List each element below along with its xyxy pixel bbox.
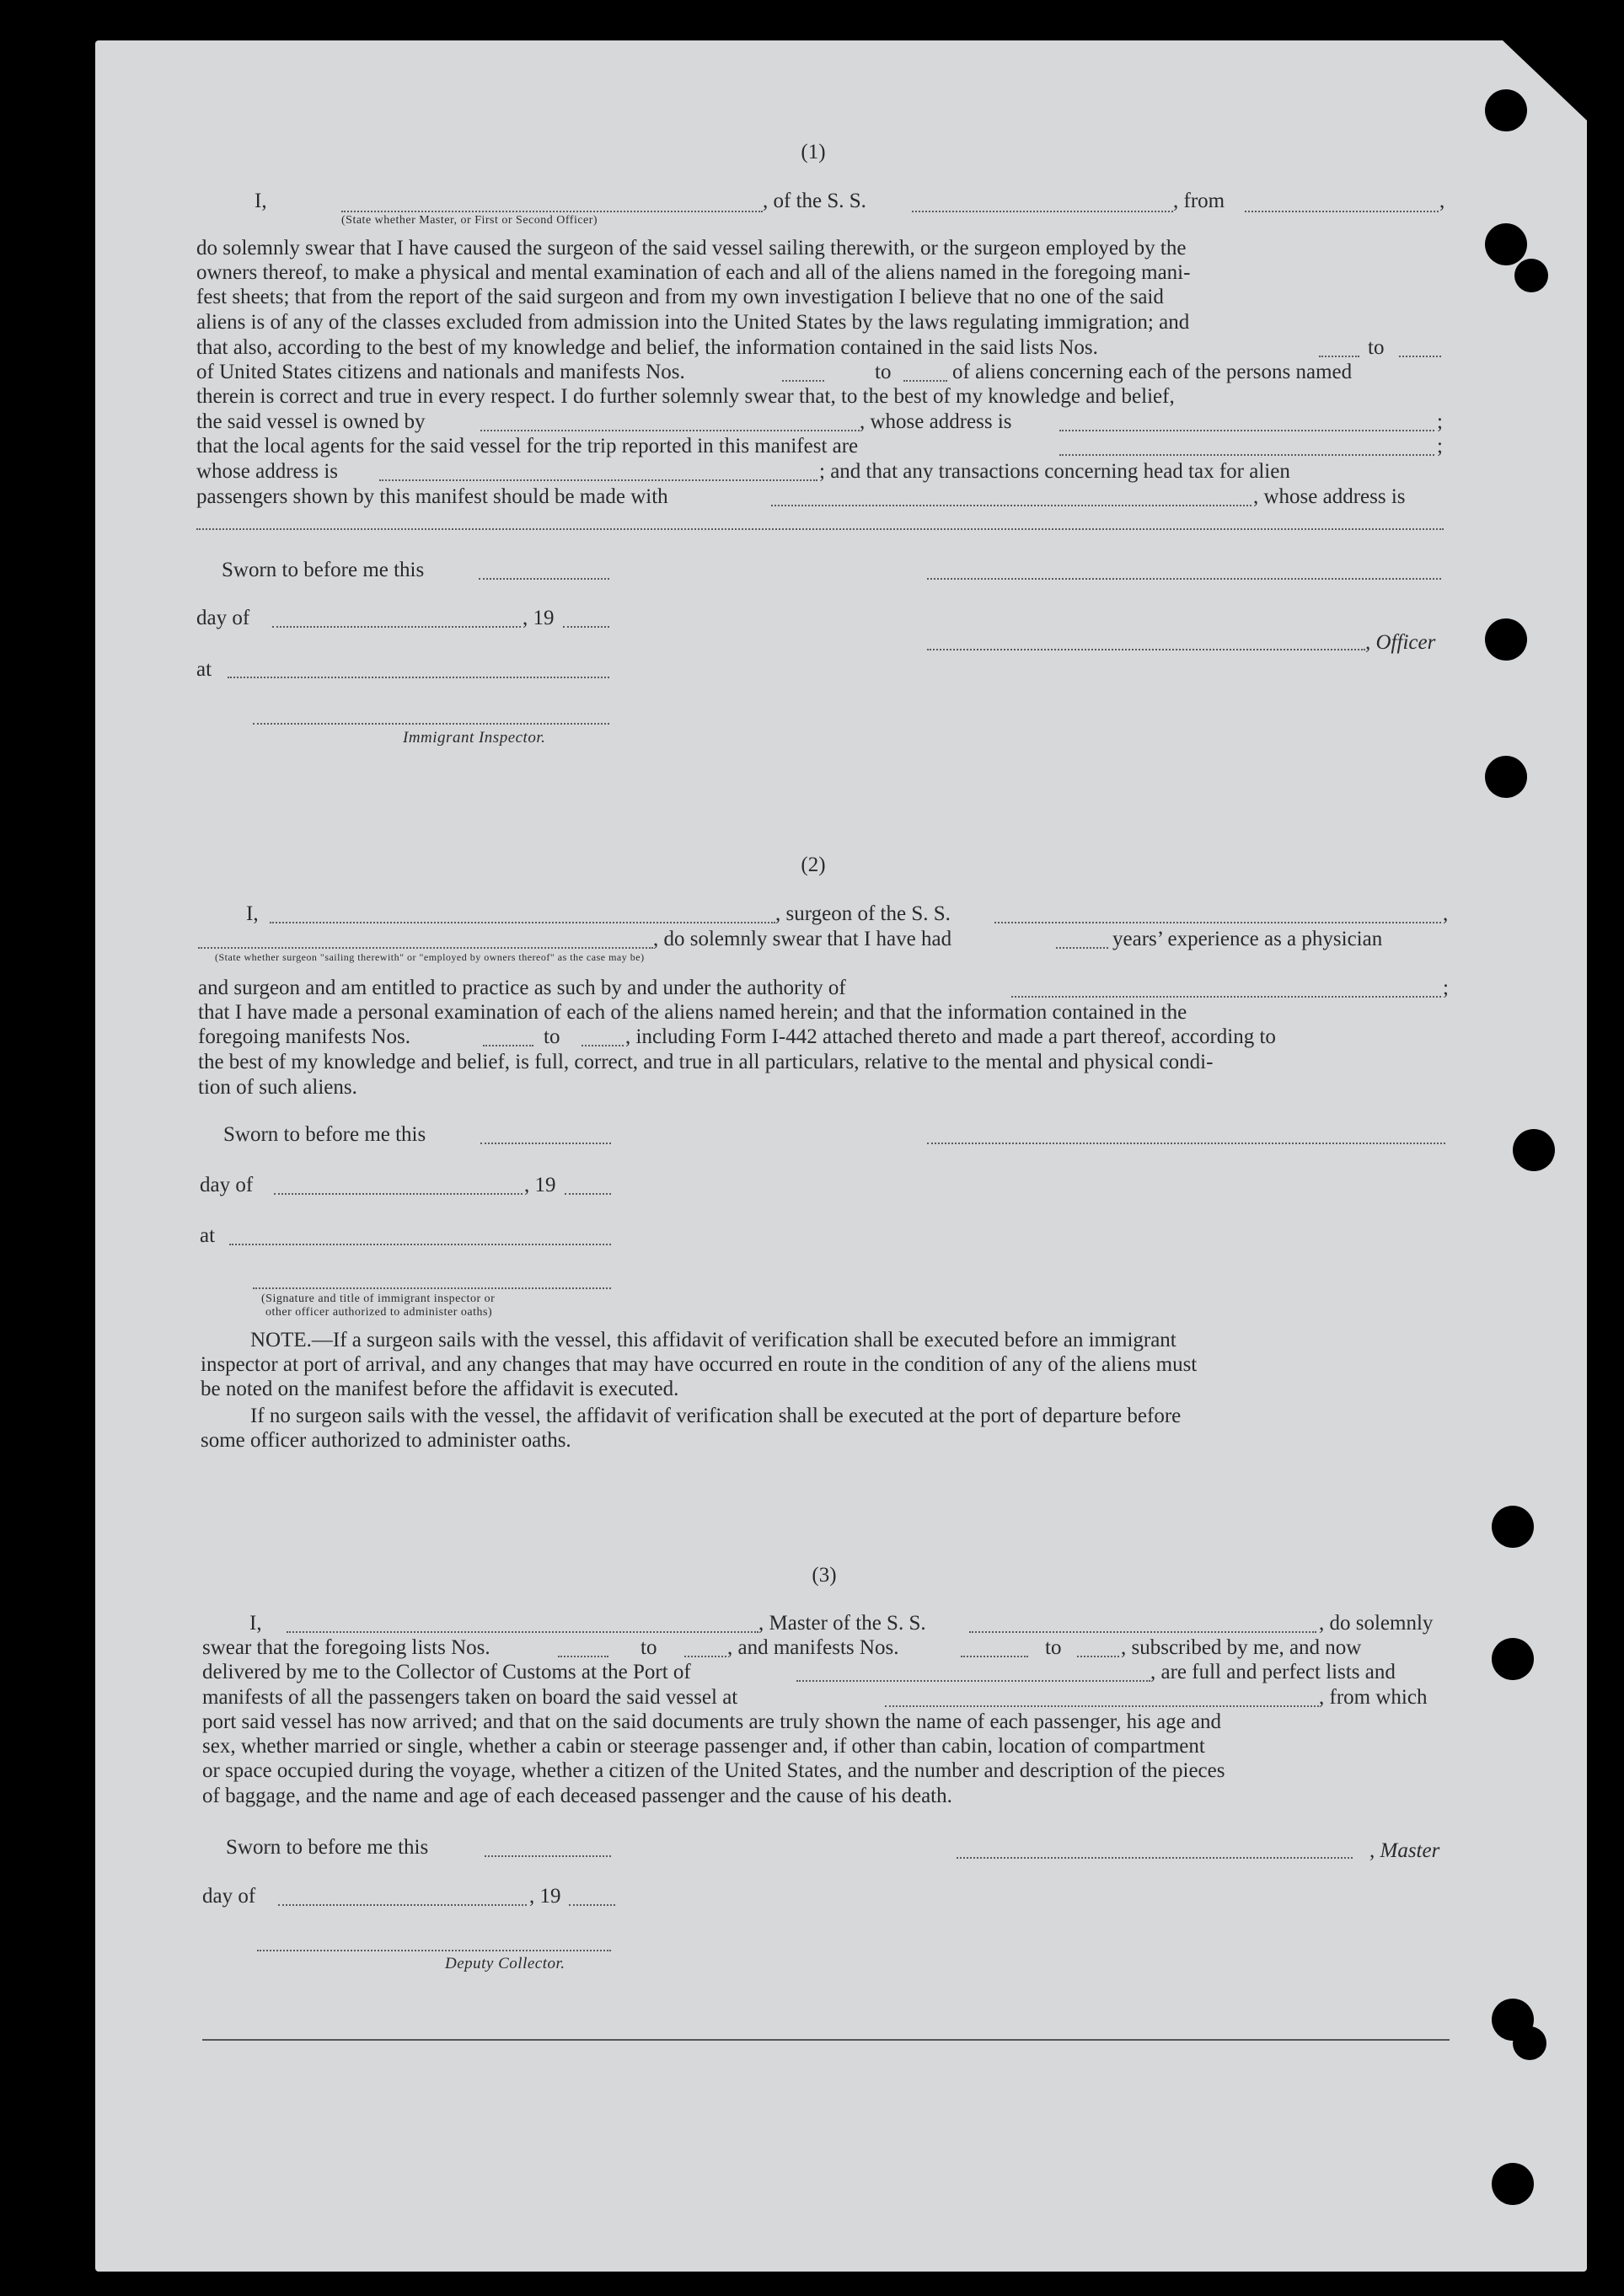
blank-manifests-to[interactable]: [1077, 1656, 1119, 1657]
bottom-rule: [202, 2039, 1450, 2041]
punch-hole: [1485, 756, 1527, 798]
note-text: some officer authorized to administer oaths.: [201, 1429, 571, 1452]
text: , surgeon of the S. S.: [775, 902, 951, 925]
text: manifests of all the passengers taken on board the said vessel at: [202, 1686, 738, 1709]
text: to: [544, 1025, 560, 1048]
blank-manifests-to[interactable]: [582, 1045, 624, 1046]
blank-rank[interactable]: [341, 211, 763, 212]
caption: (Signature and title of immigrant inspector or: [261, 1293, 496, 1305]
section-number: (1): [801, 141, 826, 163]
text: I,: [249, 1612, 262, 1635]
text: Sworn to before me this: [223, 1123, 426, 1146]
caption: (State whether Master, or First or Second Officer): [341, 214, 598, 227]
text: , are full and perfect lists and: [1150, 1661, 1396, 1683]
text: to: [875, 361, 892, 383]
punch-hole: [1513, 2026, 1546, 2060]
blank-sworn-date[interactable]: [479, 578, 609, 580]
blank-years[interactable]: [1056, 947, 1108, 949]
blank-year[interactable]: [565, 1193, 611, 1195]
blank-vessel[interactable]: [994, 922, 1441, 923]
blank-vessel[interactable]: [912, 211, 1173, 212]
text: to: [640, 1636, 657, 1659]
text: , and manifests Nos.: [727, 1636, 899, 1659]
master-label: , Master: [1369, 1839, 1440, 1862]
blank-lists-to[interactable]: [1399, 356, 1441, 357]
text: do solemnly swear that I have caused the surgeon of the said vessel sailing therewith, or the surgeon employed by the: [196, 237, 1187, 260]
text: Sworn to before me this: [226, 1836, 429, 1859]
punch-hole: [1485, 618, 1527, 661]
note-text: inspector at port of arrival, and any changes that may have occurred en route in the condition of any of the aliens must: [201, 1353, 1198, 1376]
text: port said vessel has now arrived; and that on the said documents are truly shown the name of each passenger, his age and: [202, 1710, 1222, 1733]
collector-label: Deputy Collector.: [445, 1955, 565, 1972]
text: that also, according to the best of my knowledge and belief, the information contained in the said lists Nos.: [196, 336, 1098, 359]
text: owners thereof, to make a physical and mental examination of each and all of the aliens named in the foregoing mani-: [196, 261, 1191, 284]
collector-signature-line[interactable]: [257, 1950, 611, 1951]
text: , from: [1173, 190, 1225, 212]
caption: (State whether surgeon "sailing therewith" or "employed by owners thereof" as the case may be): [215, 951, 645, 963]
text: to: [1045, 1636, 1062, 1659]
blank-sworn-date[interactable]: [480, 1143, 611, 1144]
blank-from[interactable]: [1245, 211, 1439, 212]
blank-manifests-from[interactable]: [782, 380, 824, 382]
text: at: [200, 1224, 216, 1247]
surgeon-signature-line[interactable]: [927, 1143, 1445, 1144]
text: day of: [196, 607, 250, 629]
blank-vessel[interactable]: [969, 1631, 1316, 1633]
inspector-label: Immigrant Inspector.: [403, 729, 546, 747]
text: ;: [1443, 977, 1449, 999]
blank-owner-address[interactable]: [1059, 430, 1434, 431]
text: , whose address is: [1253, 485, 1406, 508]
blank-year[interactable]: [569, 1904, 615, 1906]
text: , 19: [524, 1174, 556, 1196]
punch-hole: [1485, 223, 1527, 265]
blank-lists-to[interactable]: [684, 1656, 726, 1657]
text: ,: [1439, 190, 1445, 212]
blank-day[interactable]: [274, 1193, 523, 1195]
text: to: [1368, 336, 1385, 359]
text: Sworn to before me this: [222, 559, 425, 581]
blank-surgeon-status[interactable]: [198, 947, 653, 949]
text: whose address is: [196, 460, 339, 483]
blank-lists-from[interactable]: [1319, 356, 1359, 357]
text: the said vessel is owned by: [196, 410, 426, 433]
text: that the local agents for the said vessel for the trip reported in this manifest are: [196, 435, 859, 458]
blank-day[interactable]: [278, 1904, 527, 1906]
blank-manifests-from[interactable]: [483, 1045, 533, 1046]
blank-year[interactable]: [563, 626, 609, 628]
blank-manifests-from[interactable]: [961, 1656, 1028, 1657]
text: of aliens concerning each of the persons named: [952, 361, 1353, 383]
blank-at[interactable]: [229, 1244, 611, 1245]
blank-surgeon-name[interactable]: [270, 922, 775, 923]
text: therein is correct and true in every respect. I do further solemnly swear that, to the best of my knowledge and belief,: [196, 385, 1175, 408]
text: , including Form I-442 attached thereto and made a part thereof, according to: [625, 1025, 1276, 1048]
text: , do solemnly swear that I have had: [653, 928, 952, 950]
text: or space occupied during the voyage, whether a citizen of the United States, and the number and description of the pieces: [202, 1759, 1225, 1782]
punch-hole: [1492, 2163, 1534, 2205]
text: , of the S. S.: [763, 190, 866, 212]
text: of baggage, and the name and age of each deceased passenger and the cause of his death.: [202, 1785, 952, 1807]
officer-signature-line[interactable]: [927, 649, 1365, 650]
caption: other officer authorized to administer oaths): [265, 1306, 493, 1319]
blank-master-name[interactable]: [287, 1631, 758, 1633]
text: passengers shown by this manifest should be made with: [196, 485, 668, 508]
text: that I have made a personal examination of each of the aliens named herein; and that the information contained in the: [198, 1001, 1187, 1024]
text: of United States citizens and nationals and manifests Nos.: [196, 361, 685, 383]
text: I,: [246, 902, 259, 925]
text: ,: [1443, 902, 1449, 925]
text: ;: [1437, 410, 1443, 433]
text: fest sheets; that from the report of the said surgeon and from my own investigation I believe that no one of the said: [196, 286, 1164, 308]
text: aliens is of any of the classes excluded from admission into the United States by the laws regulating immigration; and: [196, 311, 1190, 334]
officer-label: , Officer: [1365, 631, 1436, 654]
inspector-signature-line[interactable]: [253, 723, 609, 725]
text: ;: [1437, 435, 1443, 458]
blank-day[interactable]: [272, 626, 521, 628]
blank-agents-address[interactable]: [379, 479, 817, 481]
signature-line[interactable]: [927, 578, 1441, 580]
punch-hole: [1485, 89, 1527, 131]
note-text: NOTE.—If a surgeon sails with the vessel, this affidavit of verification shall be executed before an immigrant: [250, 1329, 1176, 1351]
blank-at[interactable]: [228, 677, 609, 678]
punch-hole: [1513, 1129, 1555, 1171]
text: years’ experience as a physician: [1112, 928, 1383, 950]
blank-port[interactable]: [796, 1680, 1150, 1682]
note-text: be noted on the manifest before the affidavit is executed.: [201, 1378, 679, 1400]
text: day of: [202, 1885, 256, 1908]
text: the best of my knowledge and belief, is full, correct, and true in all particulars, relative to the mental and physical condi-: [198, 1051, 1214, 1073]
text: , 19: [523, 607, 555, 629]
text: I,: [255, 190, 267, 212]
text: and surgeon and am entitled to practice as such by and under the authority of: [198, 977, 846, 999]
text: , do solemnly: [1319, 1612, 1434, 1635]
text: , subscribed by me, and now: [1121, 1636, 1362, 1659]
text: at: [196, 658, 212, 681]
text: , from which: [1319, 1686, 1428, 1709]
text: , 19: [529, 1885, 561, 1908]
text: delivered by me to the Collector of Customs at the Port of: [202, 1661, 691, 1683]
text: , whose address is: [860, 410, 1012, 433]
note-text: If no surgeon sails with the vessel, the affidavit of verification shall be executed at the port of departure before: [250, 1405, 1182, 1427]
text: , Master of the S. S.: [758, 1612, 926, 1635]
punch-hole: [1514, 259, 1548, 292]
master-signature-line[interactable]: [957, 1857, 1353, 1859]
blank-manifests-to[interactable]: [903, 380, 947, 382]
text: sex, whether married or single, whether a cabin or steerage passenger and, if other than cabin, location of compartment: [202, 1735, 1205, 1758]
text: tion of such aliens.: [198, 1076, 357, 1099]
punch-hole: [1492, 1638, 1534, 1680]
blank-head-tax-address[interactable]: [196, 528, 1444, 530]
blank-sworn-date[interactable]: [485, 1855, 611, 1857]
text: foregoing manifests Nos.: [198, 1025, 411, 1048]
text: day of: [200, 1174, 254, 1196]
official-signature-line[interactable]: [253, 1287, 611, 1289]
blank-authority[interactable]: [1011, 996, 1441, 998]
section-number: (3): [812, 1564, 837, 1587]
text: ; and that any transactions concerning head tax for alien: [819, 460, 1290, 483]
section-number: (2): [801, 854, 826, 876]
blank-head-tax-agent[interactable]: [771, 505, 1251, 506]
blank-agents[interactable]: [1059, 454, 1434, 456]
blank-port-of-departure[interactable]: [885, 1705, 1319, 1707]
text: swear that the foregoing lists Nos.: [202, 1636, 490, 1659]
punch-hole: [1492, 1506, 1534, 1548]
blank-owner[interactable]: [480, 430, 860, 431]
blank-lists-from[interactable]: [558, 1656, 608, 1657]
